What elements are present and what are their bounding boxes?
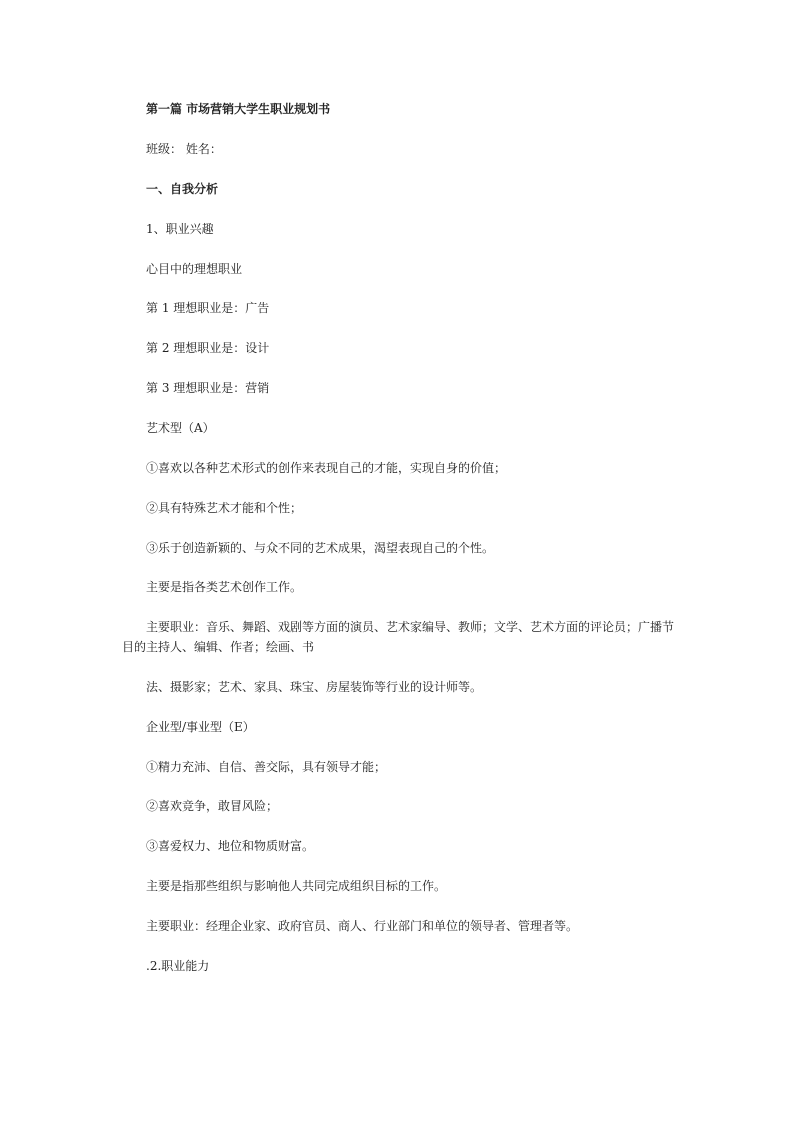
ideal-career-1: 第 1 理想职业是：广告: [146, 301, 270, 315]
enterprising-trait-1: ①精力充沛、自信、善交际，具有领导才能；: [146, 760, 387, 774]
artistic-main-work: 主要是指各类艺术创作工作。: [146, 580, 303, 594]
subheading-career-ability: .2.职业能力: [146, 959, 210, 973]
ideal-career-2: 第 2 理想职业是：设计: [146, 341, 270, 355]
artistic-trait-2: ②具有特殊艺术才能和个性；: [146, 501, 303, 515]
section-heading-self-analysis: 一、自我分析: [146, 182, 219, 196]
enterprising-type-heading: 企业型/事业型（E）: [146, 720, 255, 734]
ideal-career-3: 第 3 理想职业是：营销: [146, 381, 270, 395]
subheading-career-interest: 1、职业兴趣: [146, 222, 214, 236]
document-title: 第一篇 市场营销大学生职业规划书: [146, 102, 331, 116]
enterprising-main-work: 主要是指那些组织与影响他人共同完成组织目标的工作。: [146, 879, 447, 893]
artistic-trait-1: ①喜欢以各种艺术形式的创作来表现自己的才能，实现自身的价值；: [146, 461, 507, 475]
enterprising-trait-3: ③喜爱权力、地位和物质财富。: [146, 839, 315, 853]
ideal-career-intro: 心目中的理想职业: [146, 262, 243, 276]
class-name-line: 班级： 姓名：: [146, 142, 222, 156]
enterprising-jobs: 主要职业：经理企业家、政府官员、商人、行业部门和单位的领导者、管理者等。: [146, 919, 579, 933]
artistic-trait-3: ③乐于创造新颖的、与众不同的艺术成果，渴望表现自己的个性。: [146, 541, 495, 555]
artistic-jobs-line-1: 主要职业：音乐、舞蹈、戏剧等方面的演员、艺术家编导、教师；文学、艺术方面的评论员；广播节: [146, 620, 675, 634]
enterprising-trait-2: ②喜欢竞争，敢冒风险；: [146, 799, 279, 813]
artistic-jobs-line-2: 目的主持人、编辑、作者；绘画、书: [122, 640, 315, 654]
artistic-type-heading: 艺术型（A）: [146, 421, 215, 435]
artistic-jobs-line-3: 法、摄影家；艺术、家具、珠宝、房屋装饰等行业的设计师等。: [146, 680, 483, 694]
